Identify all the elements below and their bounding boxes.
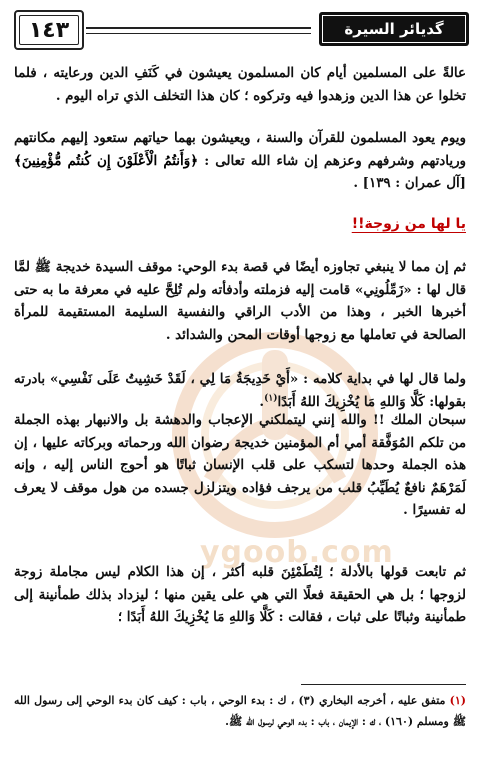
watermark-text: ygoob.com: [200, 535, 394, 570]
footnote-reference[interactable]: (١): [264, 393, 278, 404]
paragraph-4-lead: ولما قال لها في بداية كلامه :: [303, 371, 466, 387]
paragraph-4: ولما قال لها في بداية كلامه : «أَيْ خَدِيجَةُ مَا لِي ، لَقَدْ خَشِيتُ عَلَى نَفْسِي» بادرته بقولها: كَلَّا وَاللهِ مَا يُخْزِيكَ اللهُ أَبَدًا$^{(١)}$.: [14, 371, 466, 410]
series-title-badge: [319, 12, 469, 46]
verse-reference: [آل عمران : ١٣٩] .: [353, 175, 466, 191]
hadith-quote: «أَيْ خَدِيجَةُ مَا لِي ، لَقَدْ خَشِيتُ عَلَى نَفْسِي»: [50, 371, 299, 387]
footnote: [14, 690, 466, 732]
footnote-marker: (١): [449, 694, 466, 707]
series-title: ﮔﺪﯾﺎﺋﺮ ﺍﻟﺴﯿﺮﺓ: [344, 20, 444, 38]
quran-verse: ﴿وَأَنتُمُ الْأَعْلَوْنَ إِن كُنتُم مُّؤْمِنِينَ﴾: [14, 152, 199, 169]
page-header: [14, 10, 469, 52]
header-divider: [86, 27, 311, 34]
paragraph-6: ثم تابعت قولها بالأدلة ؛ لِتُطَمْئِنَ قلبه أكثر ، إن هذا الكلام ليس مجاملة زوجة لزوجها ؛ بل هي الحقيقة فعلًا التي هي على يقين منها ؛ ليزداد بذلك طمأنينة إلى طمأنينة وثباتًا على ثبات ، فقالت : كَلَّا وَاللهِ مَا يُخْزِيكَ اللهُ أَبَدًا ؛: [14, 564, 466, 625]
footnote-text: متفق عليه ، أخرجه البخاري (٣) ، ك : بدء الوحي ، باب : كيف كان بدء الوحي إلى رسول الله ﷺ ومسلم (١٦٠) ، ك : الإيمان ، باب : بدء الوحي لرسول الله ﷺ.: [14, 694, 466, 728]
paragraph-5: سبحان الملك !! والله إنني ليتملكني الإعجاب والدهشة بل والانبهار بهذه الجملة من تلكم المُوَفَّقة أمي أم المؤمنين خديجة رضوان الله ورحماته وبركاته عليها ، إن هذه الجملة وحدها لتسكب على قلب الإنسان ثباتًا هو أحوج الناس إليه ، وإنه لَمَرْهَمٌ نافعٌ يُطَيِّبُ قلب من يرجف فؤاده ويتزلزل جسده من هول موقف لا يعرف له تفسيرًا .: [14, 412, 466, 518]
section-heading: يا لها من زوجة!!: [351, 216, 466, 232]
paragraph-3: ثم إن مما لا ينبغي تجاوزه أيضًا في قصة بدء الوحي: موقف السيدة خديجة ﷺ لمَّا قال لها : «زَمِّلُونِي» قامت إليه فزملته وأدفأته ولم تُلِحَّ عليه في معرفة ما به حتى أخبرها الخبر ، وهذا من الأدب الراقي والنفسية السليمة المستقيمة للمرأة الصالحة في تعاملها مع زوجها أوقات المحن والشدائد .: [14, 259, 466, 343]
paragraph-1: عالةً على المسلمين أيام كان المسلمون يعيشون في كَنَفِ الدين ورعايته ، فلما تخلوا عن هذا الدين وزهدوا فيه وتركوه ؛ كان هذا التخلف الذي تراه اليوم .: [14, 65, 466, 104]
page-number: ١٤٣: [28, 17, 70, 43]
page-number-frame: [14, 10, 84, 50]
paragraph-4-tail: بادرته بقولها: كَلَّا وَاللهِ مَا يُخْزِيكَ اللهُ أَبَدًا: [14, 371, 466, 410]
footnote-divider: [301, 684, 466, 685]
paragraph-2-lead: ويوم يعود المسلمون للقرآن والسنة ، ويعيشون بهما حياتهم ستعود إليهم مكانتهم وريادتهم وشرفهم وعزهم إن شاء الله تعالى :: [14, 130, 466, 169]
paragraph-2: [14, 127, 466, 195]
